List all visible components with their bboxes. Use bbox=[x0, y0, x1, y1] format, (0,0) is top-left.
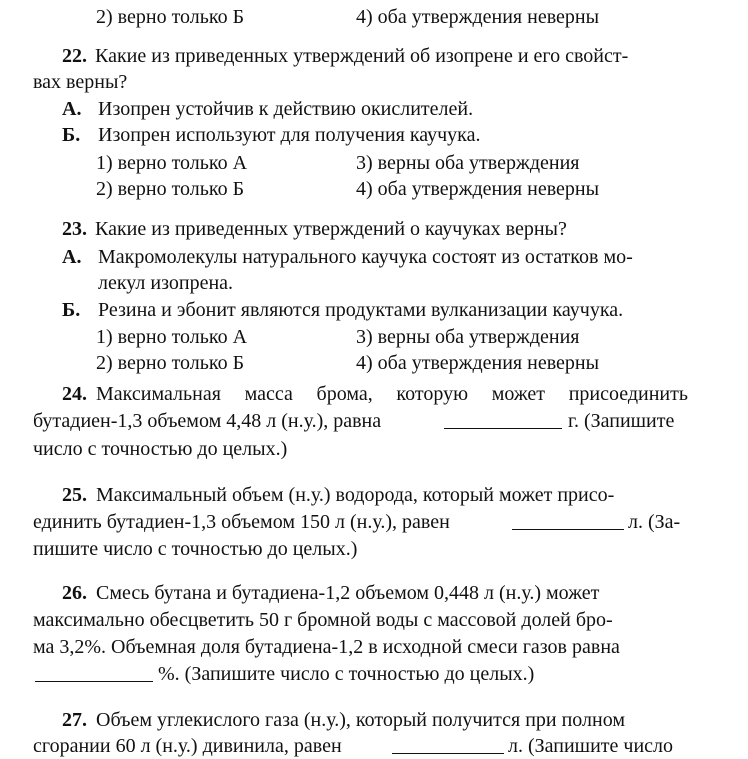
q22-b-text: Изопрен используют для получения каучука. bbox=[98, 124, 481, 146]
q23-statement-a-2 bbox=[0, 270, 748, 296]
q23-question-line bbox=[0, 216, 748, 242]
q22-option-1: 1) верно только А bbox=[96, 152, 248, 174]
q27-text-2a: сгорании 60 л (н.у.) дивинила, равен bbox=[33, 735, 342, 757]
q21-option-2: 2) верно только Б bbox=[96, 6, 245, 28]
q23-option-3: 3) верны оба утверждения bbox=[356, 326, 580, 348]
q22-a-text: Изопрен устойчив к действию окислителей. bbox=[98, 98, 474, 120]
q22-question-line-2 bbox=[0, 69, 748, 95]
q23-number: 23. bbox=[62, 218, 87, 240]
q22-statement-a bbox=[0, 96, 748, 122]
q26-line-1 bbox=[0, 580, 748, 606]
q23-b-text: Резина и эбонит являются продуктами вулканизации каучука. bbox=[98, 299, 624, 321]
q26-number: 26. bbox=[62, 582, 87, 604]
q26-line-2 bbox=[0, 607, 748, 633]
q27-number: 27. bbox=[62, 709, 87, 731]
q22-option-4: 4) оба утверждения неверны bbox=[356, 178, 600, 200]
q24-text-1: Максимальная масса брома, которую может присоединить bbox=[96, 383, 688, 405]
q24-text-2a: бутадиен-1,3 объемом 4,48 л (н.у.), равна bbox=[33, 410, 382, 432]
q26-text-3: ма 3,2%. Объемная доля бутадиена-1,2 в исходной смеси газов равна bbox=[33, 636, 620, 658]
q25-number: 25. bbox=[62, 484, 87, 506]
q27-line-1 bbox=[0, 707, 748, 733]
q22-number: 22. bbox=[62, 45, 87, 67]
q23-option-2: 2) верно только Б bbox=[96, 352, 245, 374]
q26-line-4 bbox=[0, 661, 748, 687]
q25-line-3 bbox=[0, 536, 748, 562]
q24-line-1 bbox=[0, 381, 748, 407]
q22-option-3: 3) верны оба утверждения bbox=[356, 152, 580, 174]
q24-line-3 bbox=[0, 436, 748, 462]
q23-text-1: Какие из приведенных утверждений о каучуках верны? bbox=[95, 218, 567, 240]
q22-text-1: Какие из приведенных утверждений об изопрене и его свойст- bbox=[95, 45, 629, 67]
q21-option-4: 4) оба утверждения неверны bbox=[356, 6, 600, 28]
q22-option-row-2 bbox=[0, 176, 748, 202]
q23-b-label: Б. bbox=[62, 299, 81, 321]
q24-number: 24. bbox=[62, 383, 87, 405]
q24-answer-blank[interactable] bbox=[444, 410, 562, 429]
q22-option-row-1 bbox=[0, 150, 748, 176]
q22-text-2: вах верны? bbox=[33, 71, 128, 93]
q24-text-3: число с точностью до целых.) bbox=[33, 438, 288, 460]
q23-a-text-2: лекул изопрена. bbox=[98, 272, 234, 294]
q26-text-2: максимально обесцветить 50 г бромной воды с массовой долей бро- bbox=[33, 609, 613, 631]
q22-option-2: 2) верно только Б bbox=[96, 178, 245, 200]
q25-text-2a: единить бутадиен-1,3 объемом 150 л (н.у.), равен bbox=[33, 511, 450, 533]
q27-text-2b: л. (Запишите число bbox=[508, 735, 674, 757]
q26-line-3 bbox=[0, 634, 748, 660]
q23-statement-b bbox=[0, 297, 748, 323]
q25-answer-blank[interactable] bbox=[512, 511, 624, 530]
q22-b-label: Б. bbox=[62, 124, 81, 146]
q25-line-2 bbox=[0, 509, 748, 535]
q21-option-row bbox=[0, 4, 748, 30]
q23-statement-a-1 bbox=[0, 244, 748, 270]
q27-line-2 bbox=[0, 733, 748, 759]
q24-line-2 bbox=[0, 408, 748, 434]
q26-text-4b: %. (Запишите число с точностью до целых.) bbox=[158, 663, 535, 685]
q26-text-1: Смесь бутана и бутадиена-1,2 объемом 0,448 л (н.у.) может bbox=[96, 582, 600, 604]
q23-a-label: А. bbox=[62, 246, 82, 268]
q27-text-1: Объем углекислого газа (н.у.), который получится при полном bbox=[96, 709, 626, 731]
q22-question-line-1 bbox=[0, 43, 748, 69]
q24-text-2b: г. (Запишите bbox=[568, 410, 675, 432]
q25-text-1: Максимальный объем (н.у.) водорода, который может присо- bbox=[96, 484, 615, 506]
q23-option-row-2 bbox=[0, 350, 748, 376]
q27-answer-blank[interactable] bbox=[392, 735, 504, 754]
q25-text-2b: л. (За- bbox=[628, 511, 681, 533]
q26-answer-blank[interactable] bbox=[35, 663, 153, 682]
q25-text-3: пишите число с точностью до целых.) bbox=[33, 538, 358, 560]
q25-line-1 bbox=[0, 482, 748, 508]
q23-a-text-1: Макромолекулы натурального каучука состоят из остатков мо- bbox=[98, 246, 633, 268]
q23-option-1: 1) верно только А bbox=[96, 326, 248, 348]
q22-statement-b bbox=[0, 122, 748, 148]
q23-option-row-1 bbox=[0, 324, 748, 350]
q22-a-label: А. bbox=[62, 98, 82, 120]
q23-option-4: 4) оба утверждения неверны bbox=[356, 352, 600, 374]
